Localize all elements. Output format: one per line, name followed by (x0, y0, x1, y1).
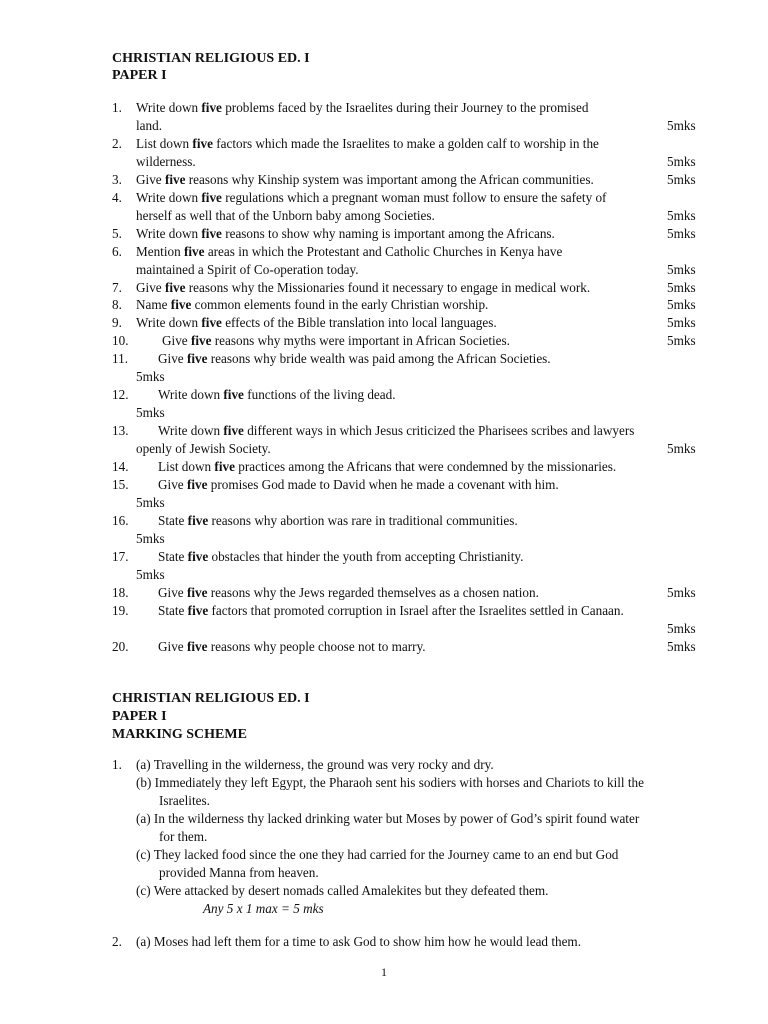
question-text-part: Write down (136, 225, 202, 241)
question-line (0, 549, 768, 567)
question-number: 16. (112, 512, 129, 528)
question-number: 12. (112, 387, 129, 403)
question-line (0, 333, 768, 351)
question-number: 20. (112, 638, 129, 654)
question-text-part: Write down (158, 387, 224, 403)
question-keyword: five (186, 584, 208, 600)
question-text-part: reasons why abortion was rare in traditional communities. (208, 512, 518, 528)
question-line (0, 603, 768, 621)
question-text (158, 513, 518, 529)
question-keyword: five (187, 602, 209, 618)
question-number: 6. (112, 243, 122, 259)
answer-1d-cont: provided Manna from heaven. (159, 865, 319, 880)
question-text-part: wilderness. (136, 153, 196, 169)
question-text (136, 405, 165, 421)
question-line (0, 441, 768, 459)
question-text-part: Give (136, 279, 165, 295)
question-line (0, 262, 768, 280)
question-line (0, 297, 768, 315)
question-line (0, 208, 768, 226)
marks-label: 5mks (667, 117, 696, 133)
question-text-part: State (158, 548, 188, 564)
question-text (136, 567, 165, 583)
question-text-part: effects of the Bible translation into local languages. (221, 315, 497, 331)
question-text-part: functions of the living dead. (243, 387, 396, 403)
answer-2a: (a) Moses had left them for a time to ask God to show him how he would lead them. (136, 934, 581, 949)
marking-scheme-heading: MARKING SCHEME (112, 727, 247, 742)
question-number: 14. (112, 459, 129, 474)
question-keyword: five (186, 351, 208, 367)
question-text-part: Give (162, 333, 191, 349)
answer-1e: (c) Were attacked by desert nomads called Amalekites but they defeated them. (136, 883, 549, 898)
question-text-part: reasons why bride wealth was paid among the African Societies. (207, 351, 551, 367)
marks-label: 5mks (667, 620, 696, 636)
question-keyword: five (190, 333, 212, 349)
question-keyword: five (186, 638, 208, 654)
question-line (0, 513, 768, 531)
question-text-part: Give (158, 638, 187, 654)
question-text-part: maintained a Spirit of Co-operation today. (136, 261, 359, 277)
question-line (0, 351, 768, 369)
marks-label: 5mks (667, 315, 696, 331)
marking-title: CHRISTIAN RELIGIOUS ED. I (112, 691, 310, 706)
question-text (136, 208, 435, 224)
answer-1c: (a) In the wilderness thy lacked drinking water but Moses by power of God’s spirit found water (136, 811, 640, 826)
answer-1d: (c) They lacked food since the one they had carried for the Journey came to an end but God (136, 847, 619, 862)
question-text (136, 280, 590, 296)
question-number: 2. (112, 135, 122, 151)
question-line (0, 621, 768, 639)
question-line (0, 154, 768, 172)
question-text (136, 369, 165, 385)
question-keyword: five (187, 512, 209, 528)
question-line (0, 280, 768, 298)
question-line (0, 567, 768, 585)
question-line (0, 244, 768, 262)
question-text-part: problems faced by the Israelites during their Journey to the promised (221, 100, 589, 115)
question-text-part: State (158, 512, 188, 528)
answer-2-number: 2. (112, 934, 122, 949)
question-line (0, 369, 768, 387)
question-keyword: five (184, 243, 205, 259)
question-text (136, 297, 488, 313)
question-keyword: five (201, 315, 222, 331)
question-line (0, 639, 768, 657)
question-text-part: Name (136, 297, 171, 313)
question-text (158, 477, 559, 493)
question-line (0, 118, 768, 136)
answer-1a: (a) Travelling in the wilderness, the ground was very rocky and dry. (136, 757, 494, 772)
question-text-part: reasons why people choose not to marry. (207, 638, 426, 654)
question-text-part: Write down (136, 315, 202, 331)
question-text (158, 603, 624, 619)
question-text (158, 387, 396, 403)
marks-label: 5mks (667, 333, 696, 349)
question-text-part: regulations which a pregnant woman must follow to ensure the safety of (221, 189, 607, 205)
question-number: 13. (112, 423, 129, 439)
question-keyword: five (201, 189, 222, 205)
question-text-part: openly of Jewish Society. (136, 441, 271, 457)
question-text (136, 244, 562, 260)
question-text-part: Give (136, 171, 165, 187)
question-line (0, 136, 768, 154)
question-text (136, 172, 594, 188)
question-line (0, 531, 768, 549)
marks-label: 5mks (667, 638, 696, 654)
question-text (162, 333, 510, 349)
question-line (0, 477, 768, 495)
answer-1b: (b) Immediately they left Egypt, the Pharaoh sent his sodiers with horses and Chariots to kill the (136, 775, 644, 790)
question-text-part: areas in which the Protestant and Catholic Churches in Kenya have (204, 243, 563, 259)
question-text-part: Give (158, 584, 187, 600)
question-number: 7. (112, 279, 122, 295)
question-number: 11. (112, 351, 128, 367)
question-text (158, 549, 523, 565)
question-text-part: reasons why myths were important in African Societies. (211, 333, 510, 349)
question-line (0, 190, 768, 208)
answer-1-max: Any 5 x 1 max = 5 mks (203, 901, 324, 916)
question-number: 15. (112, 476, 129, 492)
question-text-part: 5mks (136, 494, 165, 510)
question-number: 10. (112, 333, 129, 349)
question-text-part: reasons why the Missionaries found it necessary to engage in medical work. (185, 279, 591, 295)
page-number: 1 (381, 965, 387, 979)
question-line (0, 423, 768, 441)
question-keyword: five (186, 476, 208, 492)
question-text (136, 495, 165, 511)
marks-label: 5mks (667, 207, 696, 223)
question-text-part: Write down (158, 423, 224, 439)
question-text (158, 351, 551, 367)
question-text-part: reasons why Kinship system was important among the African communities. (185, 171, 594, 187)
question-text-part: Write down (136, 189, 202, 205)
question-text-part: 5mks (136, 566, 165, 582)
question-number: 19. (112, 602, 129, 618)
question-keyword: five (187, 548, 209, 564)
question-text-part: factors that promoted corruption in Israel after the Israelites settled in Canaan. (208, 602, 624, 618)
question-line (0, 495, 768, 513)
question-text-part: common elements found in the early Christian worship. (191, 297, 489, 313)
question-text (136, 441, 271, 457)
question-keyword: five (223, 423, 244, 439)
marks-label: 5mks (667, 225, 696, 241)
marks-label: 5mks (667, 261, 696, 277)
question-text-part: practices among the Africans that were condemned by the missionaries. (234, 459, 617, 474)
question-line (0, 387, 768, 405)
question-text (158, 459, 616, 475)
question-text-part: Write down (136, 100, 202, 115)
answer-1c-cont: for them. (159, 829, 208, 844)
question-number: 1. (112, 100, 122, 115)
paper-title: CHRISTIAN RELIGIOUS ED. I (112, 51, 310, 66)
question-keyword: five (214, 459, 235, 474)
marking-subtitle: PAPER I (112, 709, 167, 724)
question-line (0, 405, 768, 423)
question-text-part: Mention (136, 243, 184, 259)
question-text (158, 639, 426, 655)
answer-1b-cont: Israelites. (159, 793, 210, 808)
question-text (136, 190, 606, 206)
question-line (0, 459, 768, 477)
answer-1-number: 1. (112, 757, 122, 772)
question-text (136, 262, 359, 278)
question-number: 9. (112, 315, 122, 331)
question-number: 8. (112, 297, 122, 313)
question-text (158, 423, 634, 439)
question-keyword: five (192, 135, 213, 151)
marks-label: 5mks (667, 171, 696, 187)
marks-label: 5mks (667, 441, 696, 457)
question-text (136, 154, 196, 170)
question-text-part: herself as well that of the Unborn baby among Societies. (136, 207, 435, 223)
question-text (136, 315, 497, 331)
question-text-part: Give (158, 476, 187, 492)
question-number: 18. (112, 584, 129, 600)
question-text-part: promises God made to David when he made a covenant with him. (207, 476, 559, 492)
question-text-part: Give (158, 351, 187, 367)
question-keyword: five (201, 225, 222, 241)
question-text (158, 585, 539, 601)
question-text (136, 100, 589, 116)
question-text (136, 531, 165, 547)
question-text-part: 5mks (136, 530, 165, 546)
question-text-part: obstacles that hinder the youth from accepting Christianity. (208, 548, 524, 564)
question-keyword: five (164, 171, 186, 187)
marks-label: 5mks (667, 279, 696, 295)
question-keyword: five (164, 279, 186, 295)
question-text-part: different ways in which Jesus criticized the Pharisees scribes and lawyers (243, 423, 635, 439)
question-text-part: List down (136, 135, 193, 151)
question-text-part: land. (136, 117, 163, 133)
question-keyword: five (170, 297, 192, 313)
question-text (136, 118, 162, 134)
question-text-part: State (158, 602, 188, 618)
question-keyword: five (201, 100, 222, 115)
question-number: 3. (112, 171, 122, 187)
question-keyword: five (223, 387, 244, 403)
question-text-part: 5mks (136, 405, 165, 421)
marks-label: 5mks (667, 153, 696, 169)
question-text (136, 226, 555, 242)
question-text-part: reasons to show why naming is important among the Africans. (221, 225, 555, 241)
question-text-part: 5mks (136, 369, 165, 385)
question-text (136, 136, 599, 152)
question-line (0, 315, 768, 333)
marks-label: 5mks (667, 297, 696, 313)
question-number: 17. (112, 548, 129, 564)
question-number: 4. (112, 189, 122, 205)
question-line (0, 226, 768, 244)
marks-label: 5mks (667, 584, 696, 600)
question-text-part: factors which made the Israelites to make a golden calf to worship in the (212, 135, 599, 151)
paper-subtitle: PAPER I (112, 68, 167, 83)
question-text-part: reasons why the Jews regarded themselves as a chosen nation. (207, 584, 539, 600)
question-number: 5. (112, 225, 122, 241)
question-line (0, 172, 768, 190)
question-line (0, 100, 768, 118)
question-text-part: List down (158, 459, 215, 474)
question-line (0, 585, 768, 603)
